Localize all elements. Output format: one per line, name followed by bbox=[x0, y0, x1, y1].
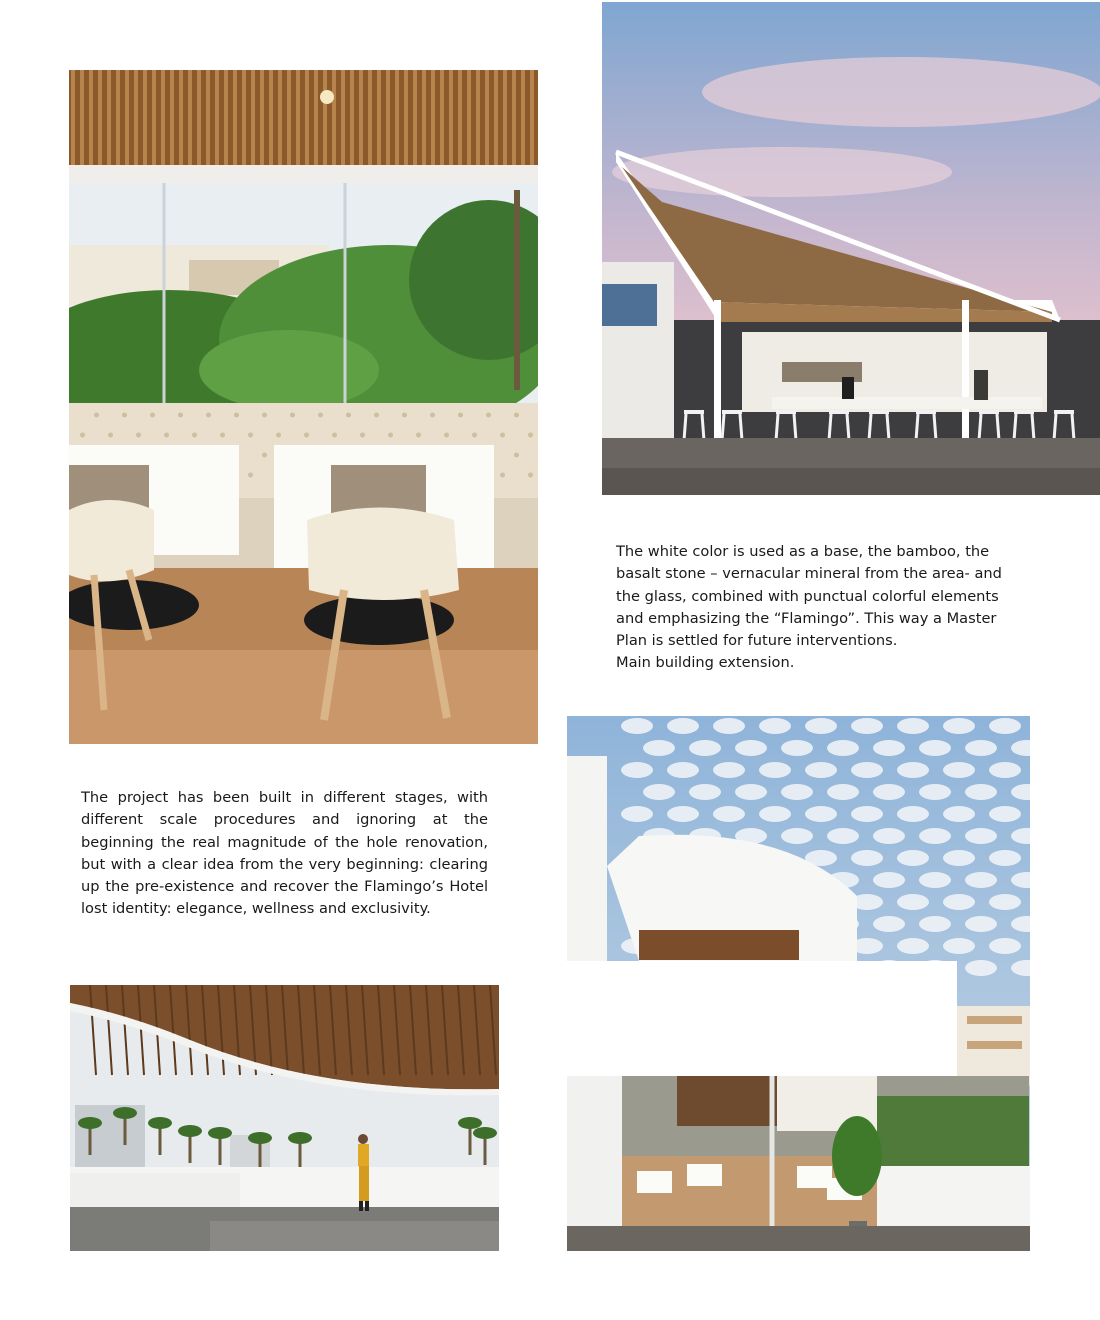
materials-paragraph-block bbox=[616, 541, 1026, 675]
rooftop-bar-photo bbox=[602, 2, 1100, 495]
building-extension-photo bbox=[567, 716, 1030, 1251]
stages-paragraph: The project has been built in different stages, with different scale procedures and ignoring at the beginning the real magnitude of the hole renovation, but with a clear idea from the very beginning: clearing up the pre-existence and recover the Flamingo’s Hotel lost identity: elegance, wellness and exclusivity. bbox=[81, 789, 488, 918]
terrace-woman-photo bbox=[70, 985, 499, 1251]
extension-caption: Main building extension. bbox=[616, 654, 795, 672]
stages-paragraph-block bbox=[81, 787, 488, 921]
restaurant-interior-photo bbox=[69, 70, 538, 744]
materials-paragraph: The white color is used as a base, the bamboo, the basalt stone – vernacular mineral from the area- and the glass, combined with punctual colorful elements and emphasizing the “Flamingo”. This way a Master Plan is settled for future interventions. bbox=[616, 543, 1002, 650]
